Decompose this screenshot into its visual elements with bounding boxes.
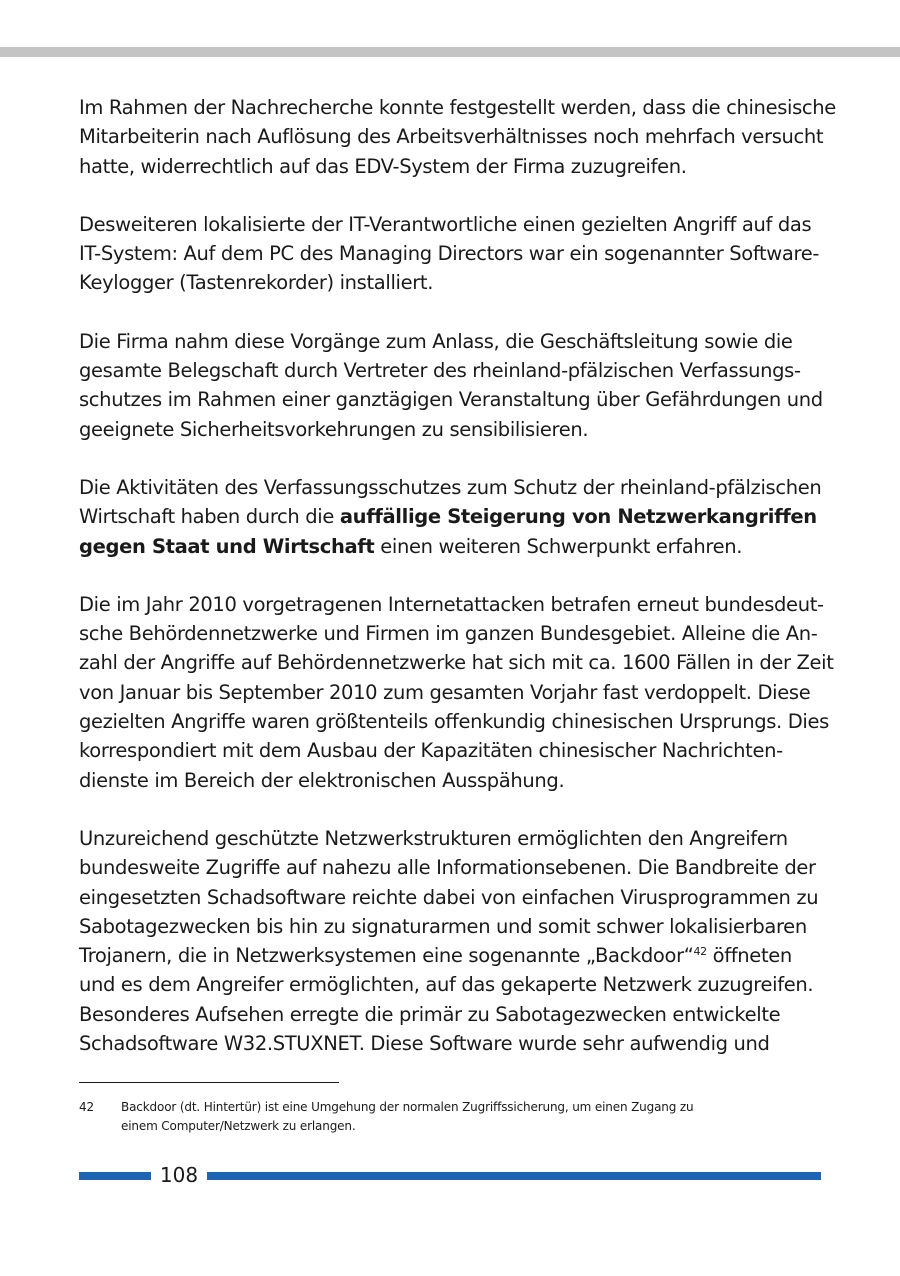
paragraph: [79, 93, 839, 181]
footnote-text: [121, 1098, 693, 1136]
text-line: [79, 532, 839, 561]
text-segment: bundesweite Zugriffe auf nahezu alle Informationsebenen. Die Bandbreite der: [79, 856, 816, 880]
text-segment: sche Behördennetzwerke und Firmen im ganzen Bundesgebiet. Alleine die An-: [79, 622, 818, 646]
text-segment: Unzureichend geschützte Netzwerkstrukturen ermöglichten den Angreifern: [79, 826, 788, 850]
text-line: [79, 210, 839, 239]
text-line: [79, 152, 839, 181]
text-segment: gezielten Angriffe waren größtenteils offenkundig chinesischen Ursprungs. Dies: [79, 710, 829, 734]
text-segment: Im Rahmen der Nachrecherche konnte festgestellt werden, dass die chinesische: [79, 96, 836, 119]
paragraph: [79, 327, 839, 444]
text-segment: hatte, widerrechtlich auf das EDV-System der Firma zuzugreifen.: [79, 154, 687, 178]
text-line: [79, 268, 839, 297]
text-segment: Die im Jahr 2010 vorgetragenen Internetattacken betrafen erneut bundesdeut-: [79, 592, 824, 616]
footnote-line: einem Computer/Netzwerk zu erlangen.: [121, 1119, 356, 1133]
text-segment: zahl der Angriffe auf Behördennetzwerke hat sich mit ca. 1600 Fällen in der Zeit: [79, 651, 834, 675]
text-line: [79, 970, 839, 999]
text-segment: Mitarbeiterin nach Auflösung des Arbeitsverhältnisses noch mehrfach versucht: [79, 125, 824, 149]
text-segment: und es dem Angreifer ermöglichten, auf das gekaperte Netzwerk zuzugreifen.: [79, 973, 814, 997]
footnote-reference: 42: [693, 945, 707, 959]
text-segment: eingesetzten Schadsoftware reichte dabei von einfachen Virusprogrammen zu: [79, 885, 819, 909]
text-segment: von Januar bis September 2010 zum gesamten Vorjahr fast verdoppelt. Diese: [79, 680, 811, 704]
text-segment: gesamte Belegschaft durch Vertreter des rheinland-pfälzischen Verfassungs-: [79, 359, 801, 383]
text-segment: Die Firma nahm diese Vorgänge zum Anlass, die Geschäftsleitung sowie die: [79, 329, 793, 353]
text-line: [79, 1000, 839, 1029]
text-line: [79, 122, 839, 151]
text-line: [79, 678, 839, 707]
paragraph: [79, 210, 839, 298]
text-line: [79, 619, 839, 648]
text-line: [79, 941, 839, 970]
bold-text: gegen Staat und Wirtschaft: [79, 534, 375, 558]
text-line: [79, 239, 839, 268]
text-line: [79, 853, 839, 882]
text-segment: Die Aktivitäten des Verfassungsschutzes zum Schutz der rheinland-pfälzischen: [79, 475, 822, 499]
text-segment: einen weiteren Schwerpunkt erfahren.: [374, 534, 743, 558]
text-line: [79, 590, 839, 619]
text-line: [79, 707, 839, 736]
text-segment: Sabotagezwecken bis hin zu signaturarmen und somit schwer lokalisierbaren: [79, 914, 807, 938]
footnote-number: 42: [79, 1100, 94, 1114]
text-segment: schutzes im Rahmen einer ganztägigen Veranstaltung über Gefährdungen und: [79, 388, 823, 412]
paragraph: [79, 590, 839, 795]
footnote-line: Backdoor (dt. Hintertür) ist eine Umgehung der normalen Zugriffssicherung, um einen Zugang zu: [121, 1100, 694, 1114]
paragraph: [79, 824, 839, 1058]
text-line: [79, 502, 839, 531]
text-line: [79, 766, 839, 795]
text-line: [79, 415, 839, 444]
text-line: [79, 385, 839, 414]
text-segment: IT-System: Auf dem PC des Managing Directors war ein sogenannter Software-: [79, 242, 820, 266]
text-line: [79, 912, 839, 941]
top-divider-bar: [0, 47, 900, 57]
text-segment: Besonderes Aufsehen erregte die primär zu Sabotagezwecken entwickelte: [79, 1002, 781, 1026]
text-line: [79, 883, 839, 912]
text-line: [79, 648, 839, 677]
footer-bar-left: [79, 1172, 151, 1180]
text-segment: Trojanern, die in Netzwerksystemen eine sogenannte „Backdoor“: [79, 944, 694, 968]
text-segment: Keylogger (Tastenrekorder) installiert.: [79, 271, 434, 295]
text-line: [79, 1029, 839, 1058]
footer-bar-right: [207, 1172, 821, 1180]
text-segment: Desweiteren lokalisierte der IT-Verantwortliche einen gezielten Angriff auf das: [79, 212, 812, 236]
text-segment: dienste im Bereich der elektronischen Ausspähung.: [79, 768, 565, 792]
page-number: 108: [159, 1163, 199, 1187]
text-line: [79, 93, 839, 122]
text-line: [79, 356, 839, 385]
body-text: [79, 93, 839, 1087]
paragraph: [79, 473, 839, 561]
text-segment: geeignete Sicherheitsvorkehrungen zu sensibilisieren.: [79, 417, 589, 441]
text-line: [79, 736, 839, 765]
text-line: [79, 824, 839, 853]
text-segment: korrespondiert mit dem Ausbau der Kapazitäten chinesischer Nachrichten-: [79, 739, 783, 763]
text-line: [79, 327, 839, 356]
text-segment: Wirtschaft haben durch die: [79, 505, 340, 529]
text-segment: öffneten: [706, 944, 792, 968]
footnote-rule: [79, 1082, 339, 1083]
text-line: [79, 473, 839, 502]
text-segment: Schadsoftware W32.STUXNET. Diese Software wurde sehr aufwendig und: [79, 1032, 770, 1056]
bold-text: auffällige Steigerung von Netzwerkangriffen: [339, 505, 817, 529]
